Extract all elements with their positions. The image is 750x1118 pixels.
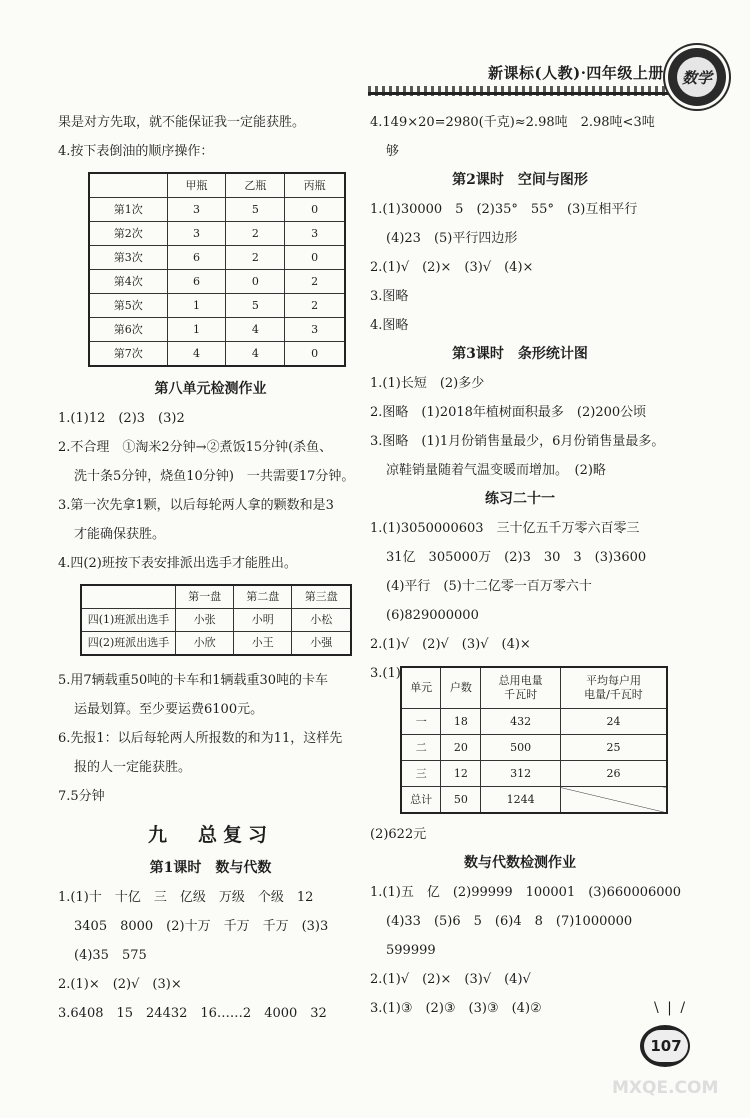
table-cell: 小王 <box>234 632 292 656</box>
left-column <box>58 108 363 1028</box>
table-row <box>81 585 351 609</box>
table-cell: 乙瓶 <box>226 173 285 198</box>
header-text: 总用电量 <box>498 674 543 687</box>
answer-line: 够 <box>386 144 400 159</box>
table-cell: 4 <box>167 342 226 367</box>
table-cell: 432 <box>481 709 561 735</box>
header-text: 电量/千瓦时 <box>584 688 643 701</box>
table-cell: 小欣 <box>176 632 234 656</box>
table-cell: 5 <box>226 294 285 318</box>
answer-line: 6.先报1：以后每轮两人所报数的和为11，这样先 <box>58 731 343 746</box>
table-cell: 1244 <box>481 787 561 814</box>
table-cell: 24 <box>560 709 667 735</box>
sparkle-icon: \ | / <box>654 1000 688 1016</box>
answer-line: 3.图略 <box>370 289 409 304</box>
answer-line: 3.第一次先拿1颗，以后每轮两人拿的颗数和是3 <box>58 498 334 513</box>
table-cell <box>481 667 561 709</box>
table-cell: 18 <box>441 709 481 735</box>
table-cell: 丙瓶 <box>285 173 345 198</box>
match-table <box>80 584 352 656</box>
table-row <box>89 246 345 270</box>
answer-line: 凉鞋销量随着气温变暖而增加。 (2)略 <box>386 463 606 478</box>
answer-line: 洗十条5分钟，烧鱼10分钟) 一共需要17分钟。 <box>74 469 355 484</box>
table-row <box>89 270 345 294</box>
table-cell: 三 <box>401 761 441 787</box>
table-row <box>401 787 667 814</box>
answer-line: 7.5分钟 <box>58 789 105 804</box>
answer-line: (4)33 (5)6 5 (6)4 8 (7)1000000 <box>386 914 633 929</box>
table-cell: 小张 <box>176 609 234 632</box>
header-text: 平均每户用 <box>585 674 641 687</box>
answer-line: 3.(1)③ (2)③ (3)③ (4)② <box>370 1001 542 1016</box>
table-cell: 4 <box>226 342 285 367</box>
answer-line: 2.(1)√ (2)× (3)√ (4)√ <box>370 972 531 987</box>
header-title: 新课标(人教)·四年级上册 <box>488 64 664 82</box>
table-cell: 2 <box>226 222 285 246</box>
table-cell: 小强 <box>292 632 351 656</box>
table-cell: 12 <box>441 761 481 787</box>
chapter-title: 九 总复习 <box>147 824 273 846</box>
table-cell: 3 <box>285 222 345 246</box>
answer-line: 2.(1)√ (2)× (3)√ (4)× <box>370 260 534 275</box>
table-cell: 第7次 <box>89 342 167 367</box>
table-cell: 第6次 <box>89 318 167 342</box>
table-cell <box>560 787 667 814</box>
table-cell: 第2次 <box>89 222 167 246</box>
table-row <box>401 667 667 709</box>
table-cell: 第一盘 <box>176 585 234 609</box>
answer-line: 3.6408 15 24432 16……2 4000 32 <box>58 1006 327 1021</box>
answer-line: 599999 <box>386 943 436 958</box>
answer-line: 2.(1)√ (2)√ (3)√ (4)× <box>370 637 531 652</box>
electricity-table <box>400 666 668 814</box>
answer-line: 3.(1) <box>370 666 401 681</box>
table-row <box>89 222 345 246</box>
section-title: 数与代数检测作业 <box>464 855 576 871</box>
answer-line: 运最划算。至少要运费6100元。 <box>74 702 264 717</box>
answer-line: 1.(1)30000 5 (2)35° 55° (3)互相平行 <box>370 202 638 217</box>
table-cell: 四(1)班派出选手 <box>81 609 176 632</box>
answer-line: 3405 8000 (2)十万 千万 千万 (3)3 <box>74 919 329 934</box>
table-cell: 25 <box>560 735 667 761</box>
table-cell: 1 <box>167 294 226 318</box>
answer-line: 才能确保获胜。 <box>74 527 166 542</box>
answer-line: (2)622元 <box>370 827 427 842</box>
subject-badge <box>668 48 726 106</box>
table-row <box>401 709 667 735</box>
table-cell <box>560 667 667 709</box>
section-title: 练习二十一 <box>485 491 555 507</box>
answer-line: (4)23 (5)平行四边形 <box>386 231 518 246</box>
table-cell: 2 <box>285 270 345 294</box>
table-cell: 小松 <box>292 609 351 632</box>
table-cell: 单元 <box>401 667 441 709</box>
oil-table <box>88 172 346 367</box>
answer-line: 1.(1)十 十亿 三 亿级 万级 个级 12 <box>58 890 314 905</box>
table-cell: 二 <box>401 735 441 761</box>
answer-line: 报的人一定能获胜。 <box>74 760 192 775</box>
answer-line: 5.用7辆载重50吨的卡车和1辆载重30吨的卡车 <box>58 673 329 688</box>
table-cell: 户数 <box>441 667 481 709</box>
table-cell: 0 <box>226 270 285 294</box>
table-cell: 小明 <box>234 609 292 632</box>
table-row <box>81 609 351 632</box>
table-cell: 0 <box>285 342 345 367</box>
table-cell: 3 <box>167 222 226 246</box>
answer-line: 4.四(2)班按下表安排派出选手才能胜出。 <box>58 556 297 571</box>
table-cell <box>89 173 167 198</box>
answer-line: 2.图略 (1)2018年植树面积最多 (2)200公顷 <box>370 405 647 420</box>
table-cell: 3 <box>285 318 345 342</box>
table-cell: 2 <box>226 246 285 270</box>
right-column <box>370 108 682 1023</box>
section-title: 第八单元检测作业 <box>154 381 267 397</box>
table-row <box>81 632 351 656</box>
table-cell <box>81 585 176 609</box>
table-row <box>401 761 667 787</box>
table-row <box>89 318 345 342</box>
answer-line: 1.(1)12 (2)3 (3)2 <box>58 411 185 426</box>
table-cell: 第4次 <box>89 270 167 294</box>
table-cell: 312 <box>481 761 561 787</box>
table-cell: 4 <box>226 318 285 342</box>
table-cell: 1 <box>167 318 226 342</box>
answer-line: (6)829000000 <box>386 608 479 623</box>
subject-badge-label: 数学 <box>677 57 717 97</box>
table-cell: 四(2)班派出选手 <box>81 632 176 656</box>
header-rule <box>368 92 688 95</box>
answer-line: 31亿 305000万 (2)3 30 3 (3)3600 <box>386 550 647 565</box>
table-cell: 甲瓶 <box>167 173 226 198</box>
answer-line: 1.(1)五 亿 (2)99999 100001 (3)660006000 <box>370 885 682 900</box>
table-cell: 3 <box>167 198 226 222</box>
answer-line: 2.不合理 ①淘米2分钟→②煮饭15分钟(杀鱼、 <box>58 440 333 455</box>
table-cell: 第三盘 <box>292 585 351 609</box>
table-cell: 0 <box>285 198 345 222</box>
header-text: 千瓦时 <box>504 688 538 701</box>
page-number: 107 <box>644 1030 688 1062</box>
table-cell: 20 <box>441 735 481 761</box>
table-row <box>89 198 345 222</box>
table-row <box>89 294 345 318</box>
answer-line: 果是对方先取，就不能保证我一定能获胜。 <box>58 115 306 130</box>
answer-line: 4.149×20=2980(千克)≈2.98吨 2.98吨<3吨 <box>370 115 655 130</box>
table-row <box>89 173 345 198</box>
table-cell: 2 <box>285 294 345 318</box>
table-cell: 第3次 <box>89 246 167 270</box>
table-cell: 第5次 <box>89 294 167 318</box>
table-cell: 0 <box>285 246 345 270</box>
table-cell: 一 <box>401 709 441 735</box>
table-cell: 6 <box>167 246 226 270</box>
table-cell: 总计 <box>401 787 441 814</box>
watermark: MXQE.COM <box>612 1078 719 1098</box>
answer-line: 4.图略 <box>370 318 409 333</box>
section-title: 第1课时 数与代数 <box>149 860 272 876</box>
answer-line: 4.按下表倒油的顺序操作： <box>58 144 214 159</box>
answer-line: 3.图略 (1)1月份销售量最少，6月份销售量最多。 <box>370 434 665 449</box>
table-row <box>89 342 345 367</box>
answer-line: 1.(1)3050000603 三十亿五千万零六百零三 <box>370 521 640 536</box>
answer-line: (4)平行 (5)十二亿零一百万零六十 <box>386 579 592 594</box>
answer-line: 2.(1)× (2)√ (3)× <box>58 977 182 992</box>
answer-line: (4)35 575 <box>74 948 147 963</box>
table-cell: 第1次 <box>89 198 167 222</box>
table-cell: 50 <box>441 787 481 814</box>
section-title: 第2课时 空间与图形 <box>452 172 588 188</box>
answer-line: 1.(1)长短 (2)多少 <box>370 376 485 391</box>
table-row <box>401 735 667 761</box>
section-title: 第3课时 条形统计图 <box>452 346 588 362</box>
table-cell: 26 <box>560 761 667 787</box>
table-cell: 第二盘 <box>234 585 292 609</box>
table-cell: 500 <box>481 735 561 761</box>
table-cell: 6 <box>167 270 226 294</box>
table-cell: 5 <box>226 198 285 222</box>
